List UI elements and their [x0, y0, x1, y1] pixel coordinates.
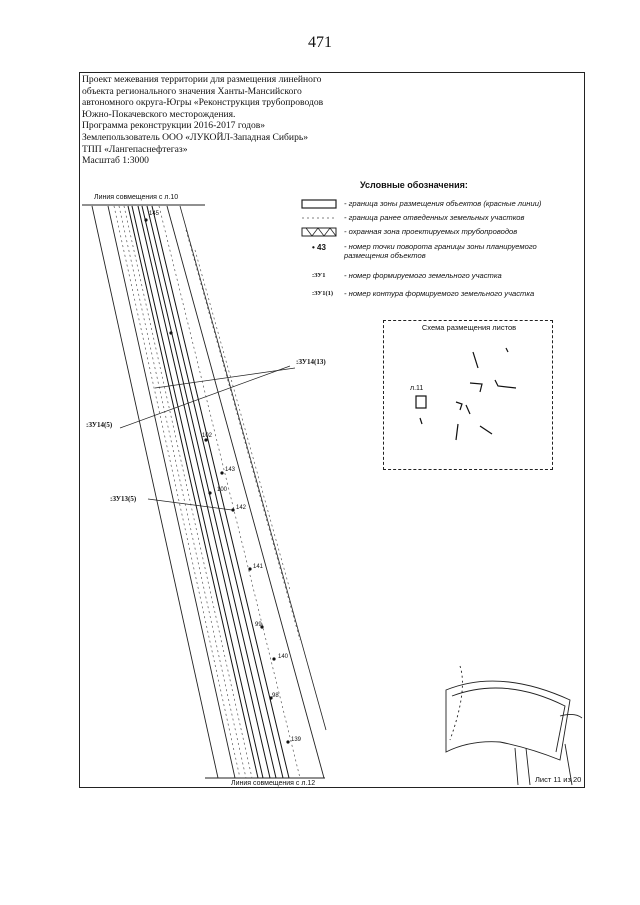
bottom-alignment-label: Линия совмещения с л.12 [231, 780, 316, 787]
turning-points [144, 218, 289, 743]
point-label: 141 [253, 564, 264, 570]
point-label: 99 [255, 622, 262, 628]
corridor-boundary-right [167, 206, 324, 778]
point-label: 143 [225, 467, 236, 473]
corridor-boundary-left-2 [108, 206, 235, 778]
title-line: автономного округа-Югры «Реконструкция трубопроводов [82, 97, 324, 109]
legend-text: - номер контура формируемого земельного участка [344, 289, 535, 298]
sheet-layout-scheme [383, 320, 553, 470]
lower-right-site [446, 666, 582, 785]
legend-text: - номер формируемого земельного участка [344, 271, 502, 280]
title-line: Программа реконструкции 2016-2017 годов» [82, 120, 266, 132]
contour-code: :ЗУ1(1) [312, 290, 334, 297]
legend-text: - граница зоны размещения объектов (красные линии) [344, 199, 542, 208]
title-line: объекта регионального значения Ханты-Мансийского [82, 85, 302, 97]
parcel-code: :ЗУ1 [312, 272, 326, 279]
page-number: 471 [308, 34, 332, 51]
scheme-title: Схема размещения листов [421, 323, 517, 332]
legend-text: - номер точки поворота границы зоны планируемого размещения объектов [344, 242, 537, 260]
point-label: 98 [272, 693, 279, 699]
legend-text: - охранная зона проектируемых трубопроводов [344, 227, 518, 236]
legend-text: - граница ранее отведенных земельных участков [344, 213, 525, 222]
point-label: 145 [149, 211, 160, 217]
title-line: Южно-Покачевского месторождения. [82, 108, 236, 120]
pipelines [128, 206, 289, 778]
parcel-label: :ЗУ14(5) [86, 421, 113, 429]
title-line: Масштаб 1:3000 [82, 155, 149, 167]
title-line: ТПП «Лангепаснефтегаз» [82, 143, 188, 155]
sheet-info: Лист 11 из 20 [535, 775, 582, 784]
scheme-sheet-label: л.11 [410, 385, 424, 392]
legend-title: Условные обозначения: [360, 180, 468, 190]
parcel-label: :ЗУ13(5) [110, 495, 137, 503]
point-label: 142 [236, 505, 247, 511]
point-label: 102 [202, 433, 213, 439]
point-code: • 43 [312, 243, 326, 252]
parcel-label: :ЗУ14(13) [296, 358, 326, 366]
title-line: Землепользователь ООО «ЛУКОЙЛ-Западная Сибирь» [82, 131, 309, 143]
title-line: Проект межевания территории для размещения линейного [82, 74, 322, 85]
point-label: 100 [217, 487, 228, 493]
top-alignment-label: Линия совмещения с л.10 [94, 194, 179, 201]
point-label: 140 [278, 654, 289, 660]
corridor-boundary-left [92, 206, 218, 778]
point-label: 139 [291, 737, 302, 743]
